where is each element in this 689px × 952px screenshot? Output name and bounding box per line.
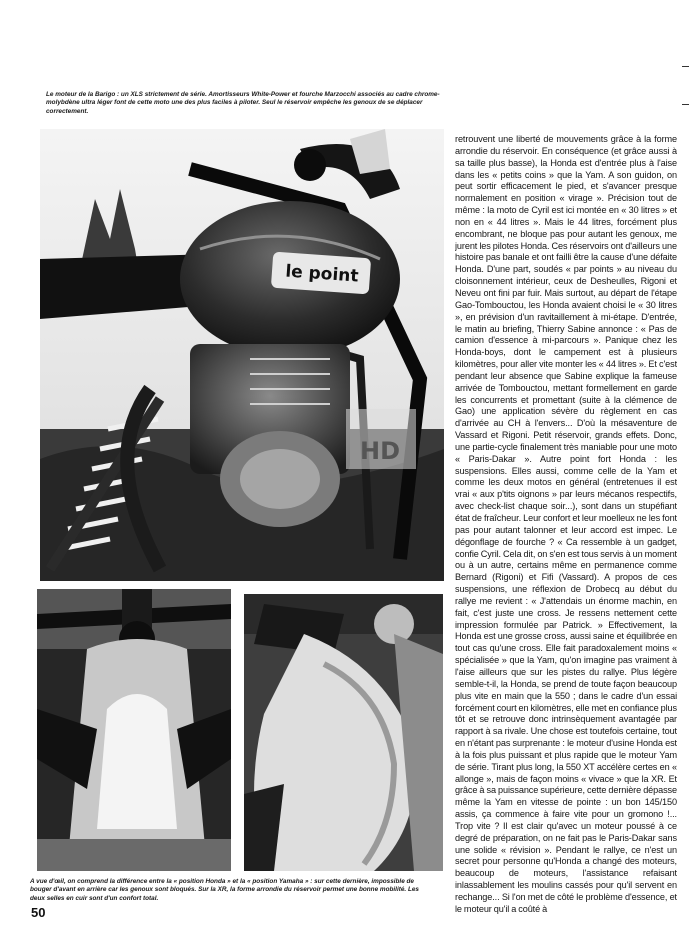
honda-tank-topview-photo [37, 589, 231, 871]
photo-caption-top: Le moteur de la Barigo : un XLS strictement de série. Amortisseurs White-Power et fourche Marzocchi associés au cadre chrome-molybdène ultra léger font de cette moto une des plus faciles à piloter. Seul le réservoir empêche les genoux de se déplacer correctement. [46, 91, 440, 115]
tank-sticker-text: le point [284, 261, 360, 287]
crop-mark [682, 104, 689, 105]
motorcycle-engine-photo [40, 129, 444, 581]
crop-mark [682, 66, 689, 67]
photo-caption-bottom: A vue d'œil, on comprend la différence entre la « position Honda » et la « position Yamaha » : sur cette dernière, impossible de bouger d'avant en arrière car les genoux sont bloqués. Sur la XR, la forme arrondie du réservoir permet une bonne mobilité. Les deux selles en cuir sont d'un confort total. [30, 878, 419, 902]
article-body-text: retrouvent une liberté de mouvements grâce à la forme arrondie du réservoir. En conséquence (et grâce aussi à sa taille plus basse), la Honda est d'entrée plus à l'aise dans les « petits coins » que la Yam. A son guidon, on peut sortir efficacement le pied, et s'avancer presque normalement en position « virage ». Précision tout de même : la moto de Cyril est ici montée en « 30 litres » et non en « 44 litres ». Mais le 44 litres, forcément plus encombrant, ne bloque pas pour autant les genoux, me jurent les pilotes Honda. Ces réservoirs ont d'ailleurs une histoire pas banale et ont failli être la cause d'une défaite Honda. D'une part, soudés « par points » au niveau du cloisonnement intérieur, ceux de Desheulles, Rigoni et Neveu ont fini par fuir. Mais surtout, au départ de l'étape Gao-Tombouctou, les Honda avaient choisi le « 30 litres », en prévision d'un ravitaillement à mi-étape. D'entrée, le matin au briefing, Thierry Sabine annonce : « Pas de camion d'essence à mi-parcours ». Panique chez les Honda-boys, dont le campement est à plusieurs kilomètres, pour aller vite monter les « 44 litres ». Et c'est pendant leur absence que Sabine explique la fameuse arrivée de Tombouctou, mettant formellement en garde les concurrents et promettant (suite à la clémence de Gao) une application sévère du règlement en cas d'arrivée au CH à l'envers... D'où la mésaventure de Vassard et Rigoni. Petit réservoir, grands effets. Donc, une partie-cycle finalement très maniable pour une moto « Paris-Dakar ». Autre point fort Honda : les suspensions. Elles aussi, comme celle de la Yam et comme les deux motos en général (entretenues il est vrai « aux p'tits oignons » par leurs mécanos respectifs, avec check-list chaque soir...), sont dans un stupéfiant état de fraîcheur. Leur confort et leur moelleux ne les font pas pour autant talonner et leur accord est impec. Le dégonflage de fourche ? « Ca ressemble à un gadget, confie Cyril. Cela dit, on s'en est tous servis à un moment ou à un autre, certains même en permanence comme Bernard (Rigoni) et Fifi (Vassard). A propos de ces suspensions, une réflexion de Drobecq au début du rallye me revient : « J'attendais un énorme machin, en fait, c'est juste une cross. Je ressens nettement cette impression formulée par Patrick. » Effectivement, la Honda est une grosse cross, aussi saine et équilibrée en tout cas qu'une cross. Elle fait paradoxalement moins « spécialisée » que la Yam, qu'on imagine pas vraiment à l'aise ailleurs que sur les pistes du rallye. Plus légère semble-t-il, la Honda, se prend de toute façon beaucoup plus vite en main que la 550 ; dans le cadre d'un essai forcément court en kilomètres, elle met en confiance plus tôt et se retrouve donc intrinsèquement avantagée par rapport à sa rivale. Une chose est toutefois certaine, tout en n'étant pas surprenante : le moteur d'usine Honda est à la fois plus puissant et plus rapide que le moteur Yam de série. Tirant plus long, la 550 XT accélère certes en « allonge », mais de façon moins « vivace » que la XR. Et grâce à sa puissance supérieure, cette dernière dépasse même la Yam en vitesse de pointe : un bon 145/150 assis, ça commence à faire vite pour un gromono !... Trop vite ? Il est clair qu'avec un moteur poussé à ce degré de préparation, on ne fait pas le Paris-Dakar sans une solide « révision ». Pendant le rallye, ce n'est un secret pour personne qu'Honda a changé des moteurs, beaucoup de moteurs, l'assistance refaisant inlassablement les moulins cassés pour qu'il servent en rechange... Si l'on met de côté le problème d'essence, et le moteur qu'il a coûté à [455, 134, 677, 914]
yamaha-rider-position-photo [244, 594, 443, 871]
page-number: 50 [31, 905, 46, 920]
watermark-text: HD [359, 437, 401, 465]
